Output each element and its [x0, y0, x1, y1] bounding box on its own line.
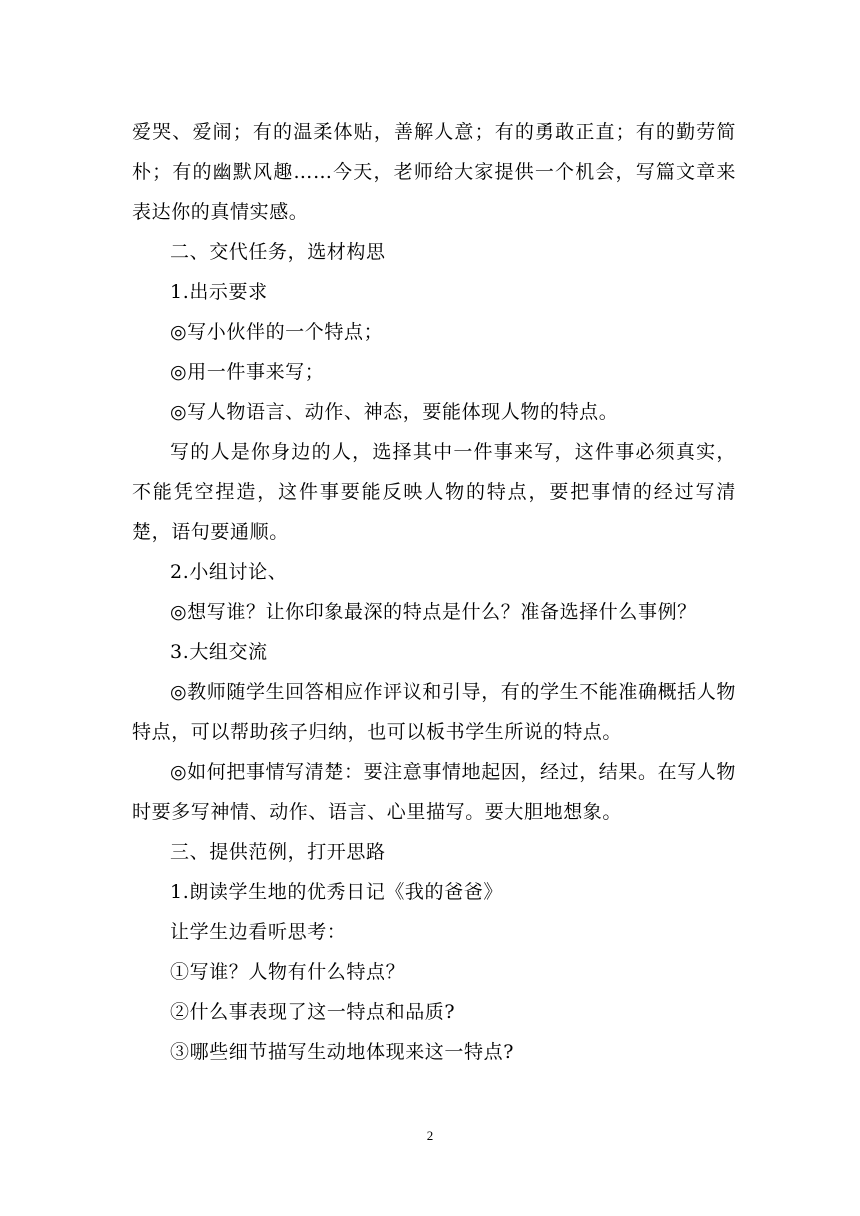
paragraph-write-clearly: ◎如何把事情写清楚：要注意事情地起因，经过，结果。在写人物时要多写神情、动作、语言、心里描写。要大胆地想象。	[132, 761, 736, 823]
thinking-prompt: 让学生边看听思考：	[170, 921, 347, 943]
paragraph-writing-guidance: 写的人是你身边的人，选择其中一件事来写，这件事必须真实，不能凭空捏造，这件事要能反映人物的特点，要把事情的经过写清楚，语句要通顺。	[132, 441, 736, 543]
subheading-show-requirements: 1.出示要求	[170, 281, 268, 303]
thinking-question-3: ③哪些细节描写生动地体现来这一特点?	[170, 1041, 514, 1063]
subheading-group-discussion: 2.小组讨论、	[170, 561, 288, 583]
thinking-question-1: ①写谁？人物有什么特点？	[170, 961, 406, 983]
page-number: 2	[426, 1128, 434, 1143]
requirement-item-1: ◎写小伙伴的一个特点；	[170, 321, 384, 343]
discussion-question: ◎想写谁？让你印象最深的特点是什么？准备选择什么事例？	[170, 601, 697, 623]
thinking-question-2: ②什么事表现了这一特点和品质?	[170, 1001, 456, 1023]
paragraph-continued-intro: 爱哭、爱闹；有的温柔体贴，善解人意；有的勇敢正直；有的勤劳简朴；有的幽默风趣……今天，老师给大家提供一个机会，写篇文章来表达你的真情实感。	[132, 121, 736, 223]
subheading-class-exchange: 3.大组交流	[170, 641, 268, 663]
document-body	[132, 112, 736, 1072]
paragraph-teacher-guidance: ◎教师随学生回答相应作评议和引导，有的学生不能准确概括人物特点，可以帮助孩子归纳，也可以板书学生所说的特点。	[132, 681, 736, 743]
section-heading-assign-task: 二、交代任务，选材构思	[170, 241, 386, 263]
requirement-item-2: ◎用一件事来写；	[170, 361, 325, 383]
section-heading-examples: 三、提供范例，打开思路	[170, 841, 386, 863]
requirement-item-3: ◎写人物语言、动作、神态，要能体现人物的特点。	[170, 401, 619, 423]
subheading-read-diary: 1.朗读学生地的优秀日记《我的爸爸》	[170, 881, 503, 903]
